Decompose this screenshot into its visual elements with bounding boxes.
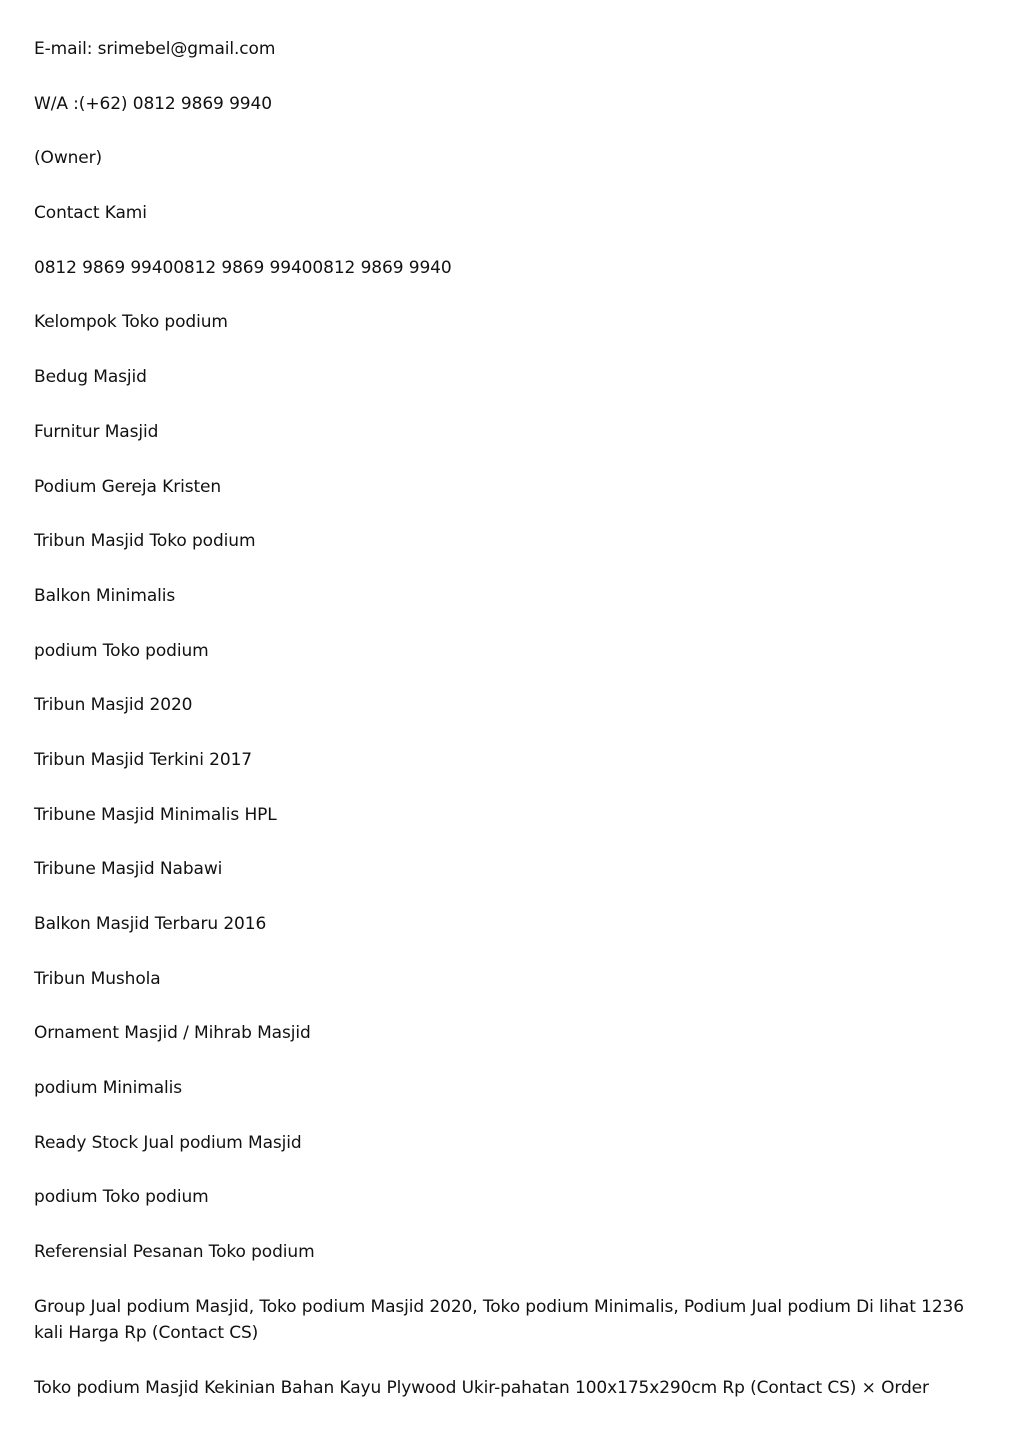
category-item: podium Toko podium [34,1187,209,1208]
whatsapp-line: W/A :(+62) 0812 9869 9940 [34,93,272,114]
category-item: Tribune Masjid Minimalis HPL [34,804,277,825]
group-summary-line: Group Jual podium Masjid, Toko podium Masjid 2020, Toko podium Minimalis, Podium Jual podium Di lihat 1236 kali Harga Rp (Contact CS) [34,1296,964,1343]
category-item: Tribun Masjid 2020 [34,695,193,716]
category-heading: Kelompok Toko podium [34,312,228,333]
category-item: Ready Stock Jual podium Masjid [34,1132,302,1153]
category-item: Balkon Minimalis [34,585,176,606]
owner-line: (Owner) [34,148,103,169]
category-item: Furnitur Masjid [34,421,159,442]
category-item: Tribune Masjid Nabawi [34,859,223,880]
phone-numbers-line: 0812 9869 99400812 9869 99400812 9869 9940 [34,257,452,278]
category-item: Podium Gereja Kristen [34,476,222,497]
reference-heading: Referensial Pesanan Toko podium [34,1242,315,1263]
category-item: Tribun Mushola [34,968,161,989]
product-line: Toko podium Masjid Kekinian Bahan Kayu Plywood Ukir-pahatan 100x175x290cm Rp (Contact CS) × Order [34,1377,929,1398]
email-line: E-mail: srimebel@gmail.com [34,39,276,59]
category-item: Tribun Masjid Toko podium [34,531,256,552]
category-item: Ornament Masjid / Mihrab Masjid [34,1023,311,1044]
contact-heading: Contact Kami [34,203,147,224]
category-item: Bedug Masjid [34,367,147,388]
category-item: podium Toko podium [34,640,209,661]
category-item: podium Minimalis [34,1078,183,1099]
category-item: Balkon Masjid Terbaru 2016 [34,914,267,934]
category-item: Tribun Masjid Terkini 2017 [34,749,253,770]
